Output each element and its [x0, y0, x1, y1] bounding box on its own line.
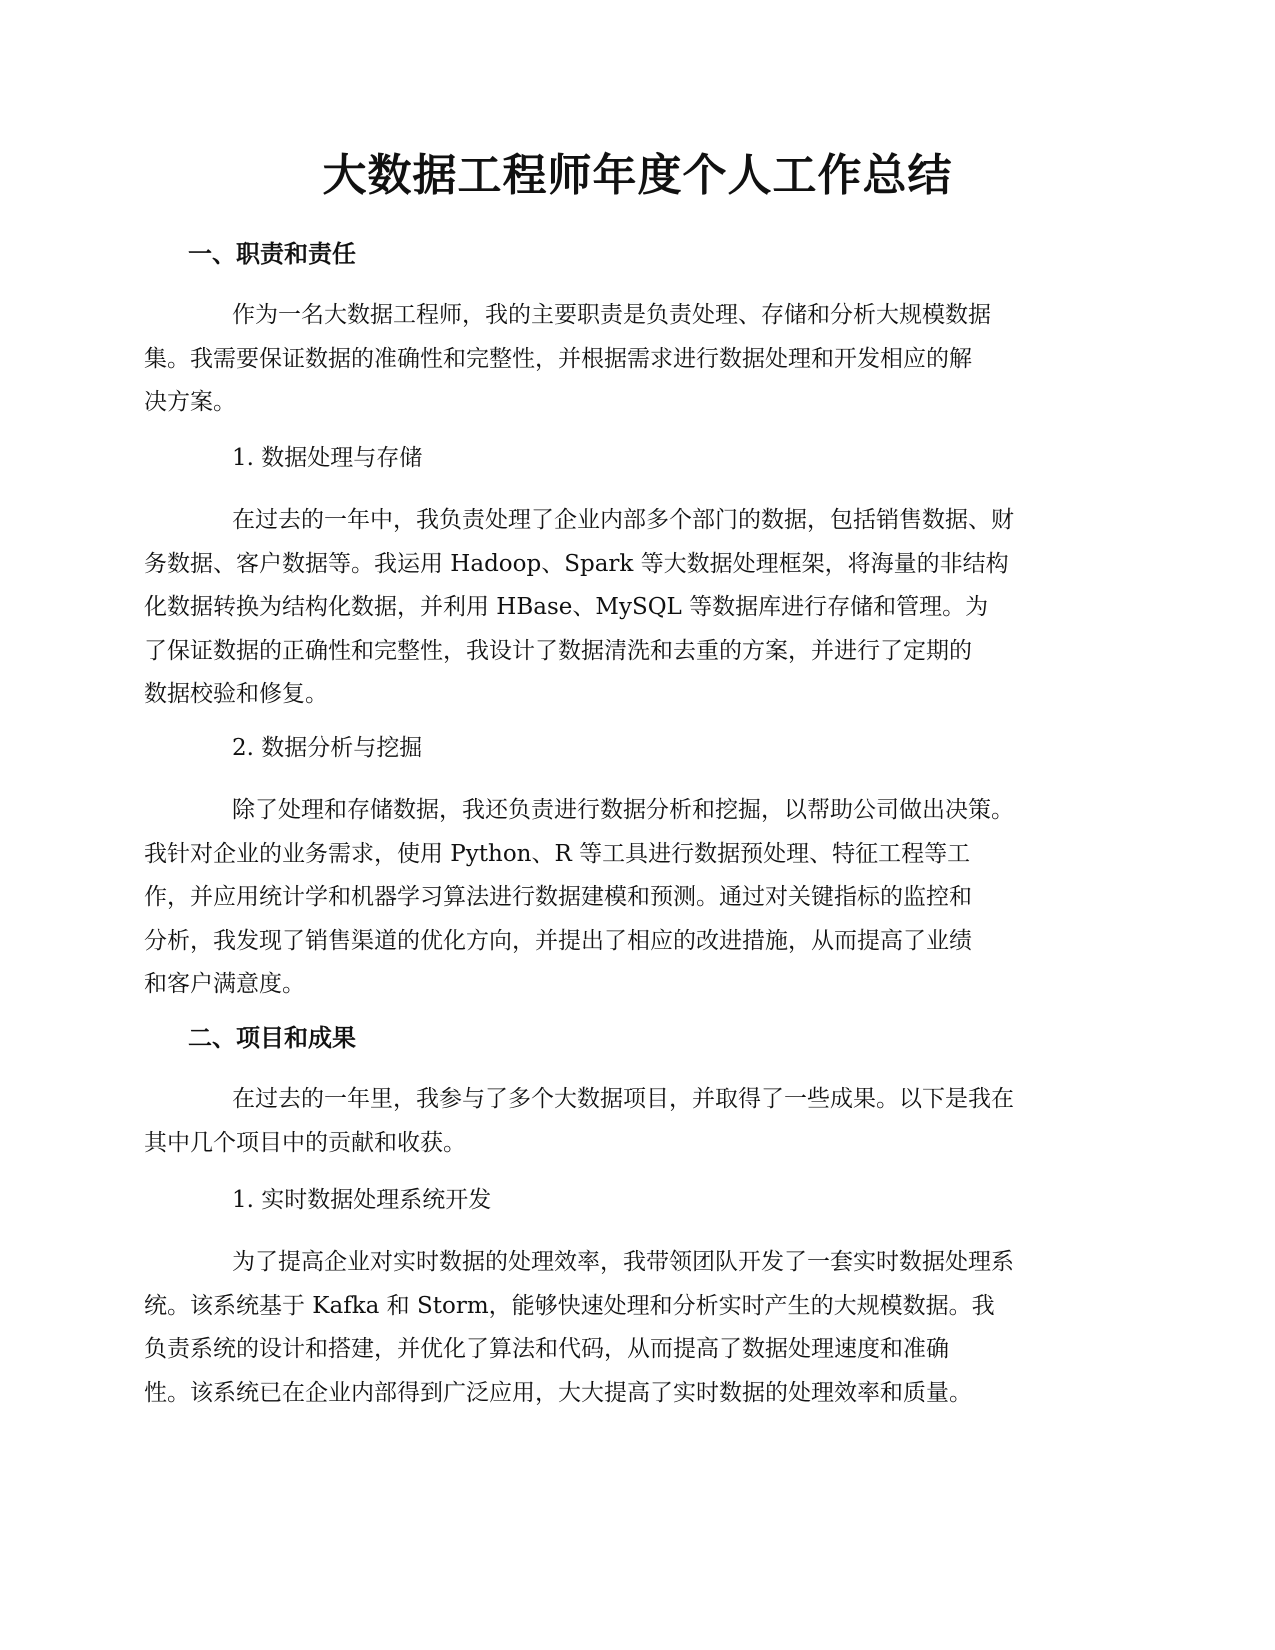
paragraph-data-analysis-mining — [144, 789, 1088, 1007]
paragraph-data-processing-storage — [144, 499, 1088, 717]
text-line: 在过去的一年中，我负责处理了企业内部多个部门的数据，包括销售数据、财 — [232, 507, 1014, 533]
paragraph-projects-intro — [144, 1078, 1088, 1165]
subheading-realtime-system: 1. 实时数据处理系统开发 — [232, 1187, 492, 1213]
paragraph-realtime-system — [144, 1241, 1088, 1415]
text-line: 统。该系统基于 Kafka 和 Storm，能够快速处理和分析实时产生的大规模数据。我 — [144, 1292, 995, 1319]
text-line: 和客户满意度。 — [144, 971, 305, 997]
document-title: 大数据工程师年度个人工作总结 — [322, 150, 953, 201]
subheading-data-analysis-mining: 2. 数据分析与挖掘 — [232, 735, 423, 761]
subheading-data-processing-storage: 1. 数据处理与存储 — [232, 445, 423, 471]
text-line: 负责系统的设计和搭建，并优化了算法和代码，从而提高了数据处理速度和准确 — [144, 1336, 949, 1362]
text-line: 数据校验和修复。 — [144, 681, 328, 707]
section-heading-responsibilities: 一、职责和责任 — [188, 240, 356, 268]
text-line: 其中几个项目中的贡献和收获。 — [144, 1129, 466, 1156]
text-line: 了保证数据的正确性和完整性，我设计了数据清洗和去重的方案，并进行了定期的 — [144, 637, 972, 664]
paragraph-responsibilities-intro — [144, 294, 1088, 425]
text-line: 性。该系统已在企业内部得到广泛应用，大大提高了实时数据的处理效率和质量。 — [144, 1379, 972, 1406]
text-line: 除了处理和存储数据，我还负责进行数据分析和挖掘，以帮助公司做出决策。 — [232, 797, 1014, 823]
text-line: 集。我需要保证数据的准确性和完整性，并根据需求进行数据处理和开发相应的解 — [144, 345, 972, 372]
section-heading-projects: 二、项目和成果 — [188, 1024, 356, 1052]
text-line: 作，并应用统计学和机器学习算法进行数据建模和预测。通过对关键指标的监控和 — [144, 884, 972, 910]
text-line: 化数据转换为结构化数据，并利用 HBase、MySQL 等数据库进行存储和管理。为 — [144, 594, 989, 620]
text-line: 作为一名大数据工程师，我的主要职责是负责处理、存储和分析大规模数据 — [232, 302, 991, 328]
text-line: 为了提高企业对实时数据的处理效率，我带领团队开发了一套实时数据处理系 — [232, 1249, 1014, 1275]
text-line: 务数据、客户数据等。我运用 Hadoop、Spark 等大数据处理框架，将海量的非结构 — [144, 550, 1009, 577]
text-line: 分析，我发现了销售渠道的优化方向，并提出了相应的改进措施，从而提高了业绩 — [144, 927, 972, 954]
text-line: 在过去的一年里，我参与了多个大数据项目，并取得了一些成果。以下是我在 — [232, 1086, 1014, 1112]
text-line: 决方案。 — [144, 389, 236, 415]
text-line: 我针对企业的业务需求，使用 Python、R 等工具进行数据预处理、特征工程等工 — [144, 840, 971, 867]
